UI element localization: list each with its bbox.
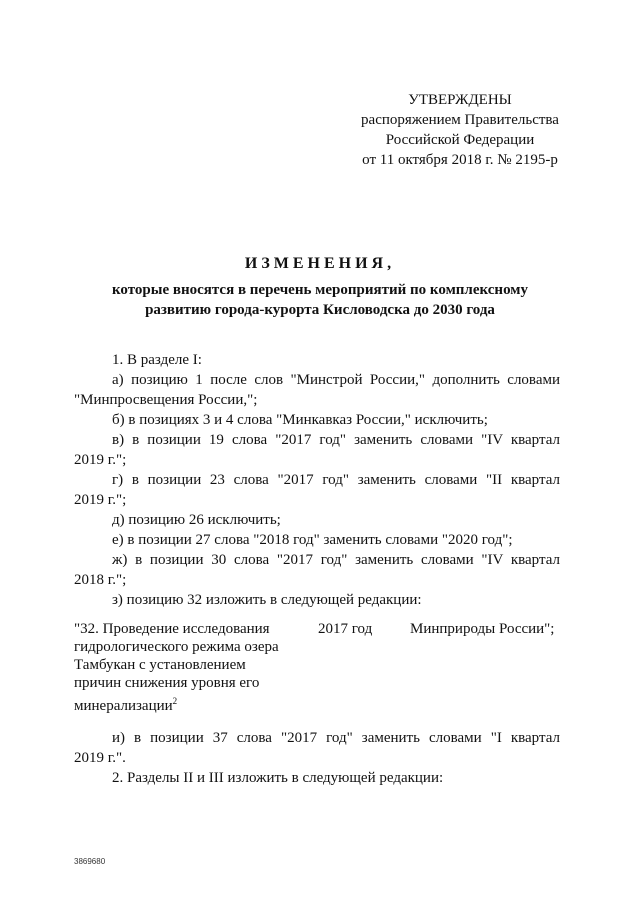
table-cell-deadline: 2017 год (318, 621, 373, 637)
list-item: б) в позициях 3 и 4 слова "Минкавказ России," исключить; (112, 412, 488, 428)
table-cell-responsible: Минприроды России"; (410, 621, 555, 637)
list-item: и) в позиции 37 слова "2017 год" заменить словами "I квартал (112, 730, 560, 746)
approval-date-number: от 11 октября 2018 г. № 2195-р (362, 152, 558, 168)
section-1 (74, 350, 560, 610)
table-cell-text: минерализации (74, 698, 173, 714)
list-item: ж) в позиции 30 слова "2017 год" заменить словами "IV квартал (112, 552, 560, 568)
table-cell-description (74, 620, 294, 715)
approval-line: Российской Федерации (385, 132, 535, 148)
list-item-continuation: 2019 г."; (74, 452, 127, 468)
list-item: з) позицию 32 изложить в следующей редакции: (112, 592, 422, 608)
list-item: а) позицию 1 после слов "Минстрой России," дополнить словами (112, 372, 560, 388)
list-item: д) позицию 26 исключить; (112, 512, 281, 528)
table-cell-line: Тамбукан с установлением (74, 657, 246, 673)
table-cell-line: "32. Проведение исследования (74, 621, 270, 637)
list-item-continuation: 2019 г."; (74, 492, 127, 508)
document-subtitle (90, 280, 550, 320)
approval-line: распоряжением Правительства (361, 112, 559, 128)
document-title: ИЗМЕНЕНИЯ, (244, 255, 396, 272)
list-item-continuation: 2019 г.". (74, 750, 126, 766)
list-item: е) в позиции 27 слова "2018 год" заменить словами "2020 год"; (112, 532, 513, 548)
section-heading: 2. Разделы II и III изложить в следующей редакции: (112, 770, 444, 786)
section-heading: 1. В разделе I: (112, 352, 202, 368)
list-item-continuation: "Минпросвещения России,"; (74, 392, 258, 408)
subtitle-line: которые вносятся в перечень мероприятий по комплексному (111, 282, 529, 298)
table-cell-line: причин снижения уровня его (74, 675, 260, 691)
footnote-marker: 2 (172, 696, 178, 706)
table-cell-line (74, 692, 294, 715)
list-item: г) в позиции 23 слова "2017 год" заменить словами "II квартал (112, 472, 560, 488)
subtitle-line: развитию города-курорта Кисловодска до 2030 года (145, 302, 495, 318)
table-cell-line: гидрологического режима озера (74, 639, 279, 655)
list-item: в) в позиции 19 слова "2017 год" заменить словами "IV квартал (112, 432, 560, 448)
document-code: 3869680 (74, 857, 106, 866)
list-item-continuation: 2018 г."; (74, 572, 127, 588)
approval-stamp (330, 90, 590, 170)
section-1-continued (74, 728, 560, 788)
approval-heading: УТВЕРЖДЕНЫ (408, 92, 512, 108)
